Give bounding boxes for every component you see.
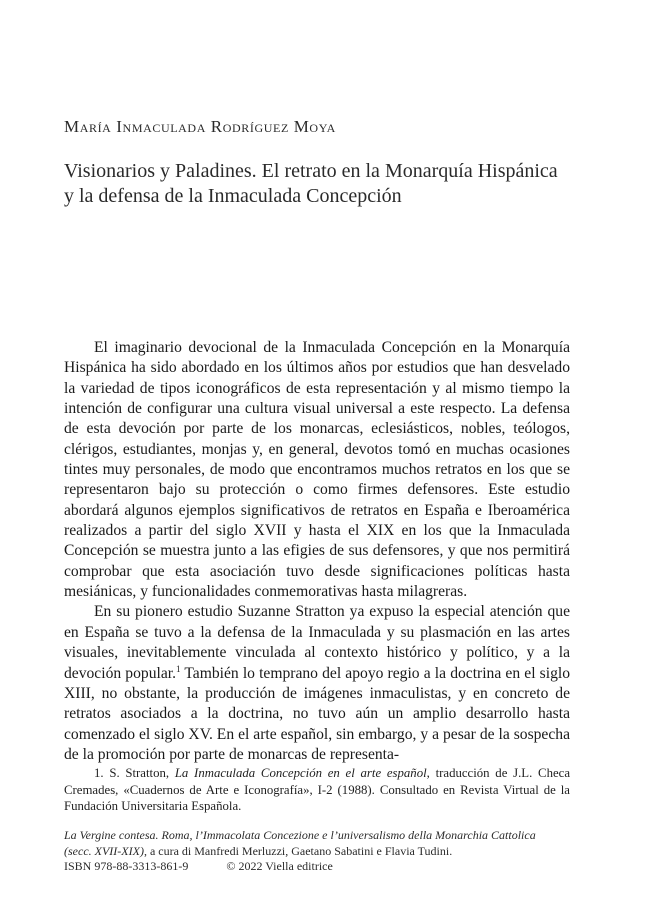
footnote [64,765,570,815]
volume-editors: , a cura di Manfredi Merluzzi, Gaetano Sabatini e Flavia Tudini. [143,843,453,858]
isbn: ISBN 978-88-3313-861-9 [64,859,189,873]
chapter-title-line-1: Visionarios y Paladines. El retrato en la Monarquía Hispánica [64,160,558,182]
volume-title: La Vergine contesa. Roma, l’Immacolata Concezione e l’universalismo della Monarchia Cattolica [64,828,536,842]
chapter-title-line-2: y la defensa de la Inmaculada Concepción [64,185,402,207]
paragraph-1: El imaginario devocional de la Inmaculada Concepción en la Monarquía Hispánica ha sido abordado en los últimos años por estudios que han desvelado la variedad de tipos iconográficos de esta representación y al mismo tiempo la intención de configurar una cultura visual universal a este respecto. La defensa de esta devoción por parte de los monarcas, eclesiásticos, nobles, teólogos, clérigos, estudiantes, monjas y, en general, devotos tomó en muchas ocasiones tintes muy personales, de modo que encontramos muchos retratos en los que se representaron bajo su protección o como firmes defensores. Este estudio abordará algunos ejemplos significativos de retratos en España e Iberoamérica realizados a partir del siglo XVII y hasta el XIX en los que la Inmaculada Concepción se muestra junto a las efigies de sus defensores, y que nos permitirá comprobar que esta asociación tuvo desde significaciones políticas hasta mesiánicas, y funcionalidades conmemorativas hasta milagreras. [64,339,570,601]
paragraph-2 [64,602,570,765]
footnote-prefix: 1. S. Stratton, [94,766,175,780]
paragraph-2-part-2: También lo temprano del apoyo regio a la doctrina en el siglo XIII, no obstante, la producción de imágenes inmaculistas, y en concreto de retratos asociados a la doctrina, no tuvo aún un amplio desarrollo hasta comenzado el siglo XV. En el arte español, sin embargo, y a pesar de la sospecha de la promoción por parte de monarcas de representa- [64,664,570,763]
footnote-suffix: , traducción de J.L. Checa Cremades, «Cuadernos de Arte e Iconografía», I-2 (1988). Consultado en Revista Virtual de la Fundación Universitaria Española. [64,766,571,814]
paragraph-2-part-1: En su pionero estudio Suzanne Stratton ya expuso la especial atención que en España se tuvo a la defensa de la Inmaculada y su plasmación en las artes visuales, inevitablemente vinculada al contexto histórico y político, y a la devoción popular. [64,603,570,682]
footnote-reference: 1 [175,663,181,674]
footnote-book-title: La Inmaculada Concepción en el arte español [174,766,427,780]
volume-title-continued: (secc. XVII-XIX) [64,843,144,858]
body-text [64,338,570,765]
copyright: © 2022 Viella editrice [226,859,333,873]
chapter-title [64,159,584,209]
author-name: María Inmaculada Rodríguez Moya [64,117,336,136]
imprint [64,828,570,875]
